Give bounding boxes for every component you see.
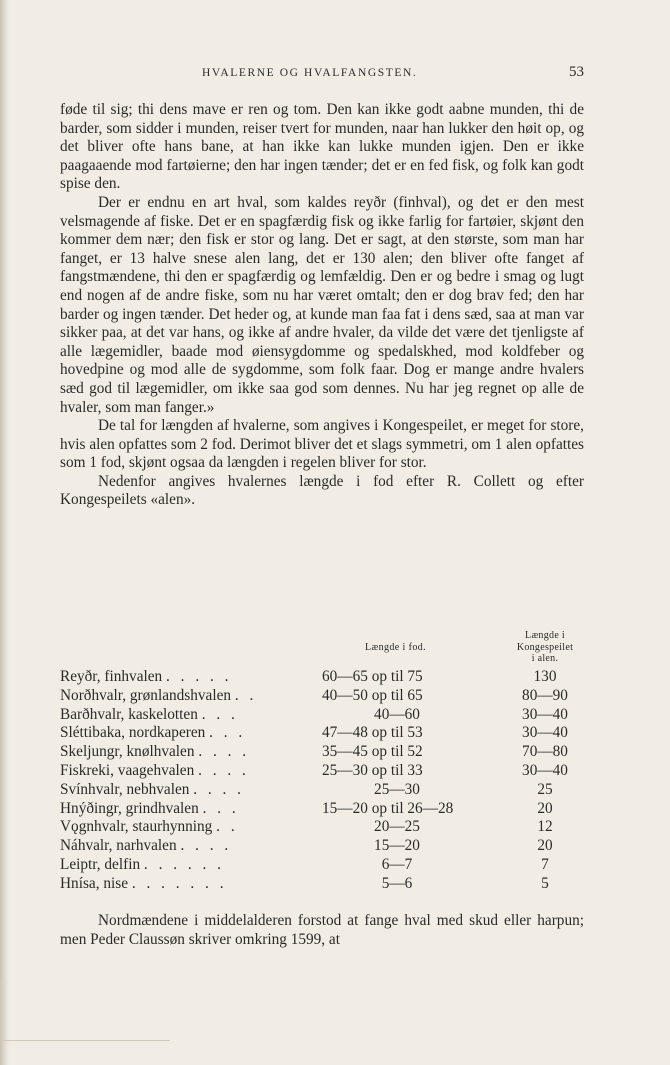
table-row [60,800,584,819]
length-feet: 15—20 [374,837,420,855]
length-alen: 30—40 [522,761,568,779]
table-row [60,856,584,875]
length-alen: 30—40 [522,724,568,742]
table-row [60,837,584,856]
header-kongespeilet-line-1: Længde i [525,630,565,641]
dot-leader: . . . [201,705,239,723]
whale-name: Barðhvalr, kaskelotten [60,705,198,723]
dot-leader: . . [234,686,257,704]
book-spine-shadow [0,0,9,1065]
length-alen: 5 [541,874,549,892]
length-feet: 25—30 op til 33 [322,761,423,779]
table-row [60,687,584,706]
length-feet: 6—7 [381,855,413,873]
length-alen: 20 [537,799,553,817]
page-number: 53 [569,64,584,80]
length-alen: 25 [537,780,553,798]
length-alen: 70—80 [522,743,568,761]
whale-name: Norðhvalr, grønlandshvalen [60,686,232,704]
length-alen: 130 [533,668,557,685]
paragraph-3: De tal for længden af hvalerne, som angives i Kongespeilet, er meget for store, hvis alen opfattes som 2 fod. Derimot bliver det et slags symmetri, om 1 alen opfattes som 1 fod, skjønt ogsaa da længden i regelen bliver for stor. [60,417,584,472]
length-feet: 40—50 op til 65 [322,686,423,704]
length-alen: 30—40 [522,705,568,723]
whale-name: Hnýðingr, grindhvalen [60,799,199,817]
header-length-feet: Længde i fod. [365,642,427,653]
page-edge-rule [0,1040,170,1041]
table-row [60,762,584,781]
length-feet: 40—60 [374,705,420,723]
length-alen: 7 [541,855,549,873]
table-row [60,781,584,800]
length-feet: 5—6 [381,874,413,892]
length-feet: 60—65 op til 75 [322,668,423,685]
running-head [60,64,584,84]
length-alen: 80—90 [522,686,568,704]
length-feet: 35—45 op til 52 [322,743,423,761]
paragraph-2: Der er endnu en art hval, som kaldes reyðr (finhval), og det er den mest velsmagende af fiske. Det er en spagfærdig fisk og ikke farlig for fartøier, skjønt den kommer dem nær; den fisk er stor og lang. Det er sagt, at den største, som man har fanget, er 13 halve snese alen lang, det er 130 alen; den bliver ofte fanget af fangstmændene, thi den er spagfærdig og lemfældig. Den er og bedre i smag og lugt end nogen af de andre fiske, som nu har været omtalt; den er dog brav fed; den har barder og ingen tænder. Det heder og, at kunde man faa fat i dens sæd, saa at man var sikker paa, at det var hans, og ikke af andre hvaler, da vilde det være det tjenligste af alle lægemidler, baade mod øiensygdomme og spedalskhed, mod koldfeber og hovedpine og mod alle de sygdomme, som folk faar. Dog er mange andre hvalers sæd god til lægemidler, om ikke saa god som dennes. Nu har jeg regnet op alle de hvaler, som man fanger.» [60,193,584,416]
whale-name: Skeljungr, knølhvalen [60,743,195,761]
table-row [60,743,584,762]
whale-name: Fiskreki, vaagehvalen [60,761,195,779]
page-edge-rule-vertical [0,981,1,1041]
table-row [60,706,584,725]
dot-leader: . . . . . . [143,855,225,873]
table-row [60,875,584,894]
length-alen: 20 [537,837,553,855]
dot-leader: . . . [209,724,246,742]
whale-name: Hnísa, nise [60,874,128,892]
dot-leader: . . . . . . . [131,874,228,892]
whale-name: Svínhvalr, nebhvalen [60,780,190,798]
whale-name: Reyðr, finhvalen [60,668,163,685]
whale-name: Náhvalr, narhvalen [60,837,177,855]
header-kongespeilet-line-2: Kongespeilet [516,641,574,653]
length-feet: 25—30 [374,780,420,798]
length-alen: 12 [537,818,553,836]
table-row [60,818,584,837]
paragraph-1: føde til sig; thi dens mave er ren og tom. Den kan ikke godt aabne munden, thi de barder, som sidder i munden, reiser tvert for munden, naar han lukker den høit op, og det bliver ofte hans bane, at han ikke kan lukke munden igjen. Den er ikke paagaaende mod fartøierne; den har ingen tænder; det er en fed fisk, og folk kan godt spise den. [60,101,584,193]
dot-leader: . . . . . [166,668,232,685]
length-feet: 20—25 [374,818,420,836]
header-kongespeilet [490,630,600,665]
table-header [60,630,584,668]
dot-leader: . . [216,818,239,836]
dot-leader: . . . . [198,761,250,779]
dot-leader: . . . . [180,837,232,855]
table-row [60,724,584,743]
length-feet: 15—20 op til 26—28 [322,799,454,817]
dot-leader: . . . . [198,743,250,761]
paragraph-4: Nedenfor angives hvalernes længde i fod efter R. Collett og efter Kongespeilets «alen». [60,472,584,509]
closing-text [60,912,584,949]
dot-leader: . . . [202,799,240,817]
whale-name: Leiptr, delfin [60,855,141,873]
dot-leader: . . . . [193,780,245,798]
length-feet: 47—48 op til 53 [322,724,423,742]
whale-name: Sléttibaka, nordkaperen [60,724,206,742]
body-text [60,101,584,510]
whale-name: Vǫgnhvalr, staurhynning [60,818,213,836]
table-row [60,668,584,687]
whale-length-table [60,630,584,894]
running-title: HVALERNE OG HVALFANGSTEN. [202,67,418,79]
header-kongespeilet-line-3: i alen. [531,653,559,664]
paragraph-5: Nordmændene i middelalderen forstod at fange hval med skud eller harpun; men Peder Claussøn skriver omkring 1599, at [60,912,584,948]
